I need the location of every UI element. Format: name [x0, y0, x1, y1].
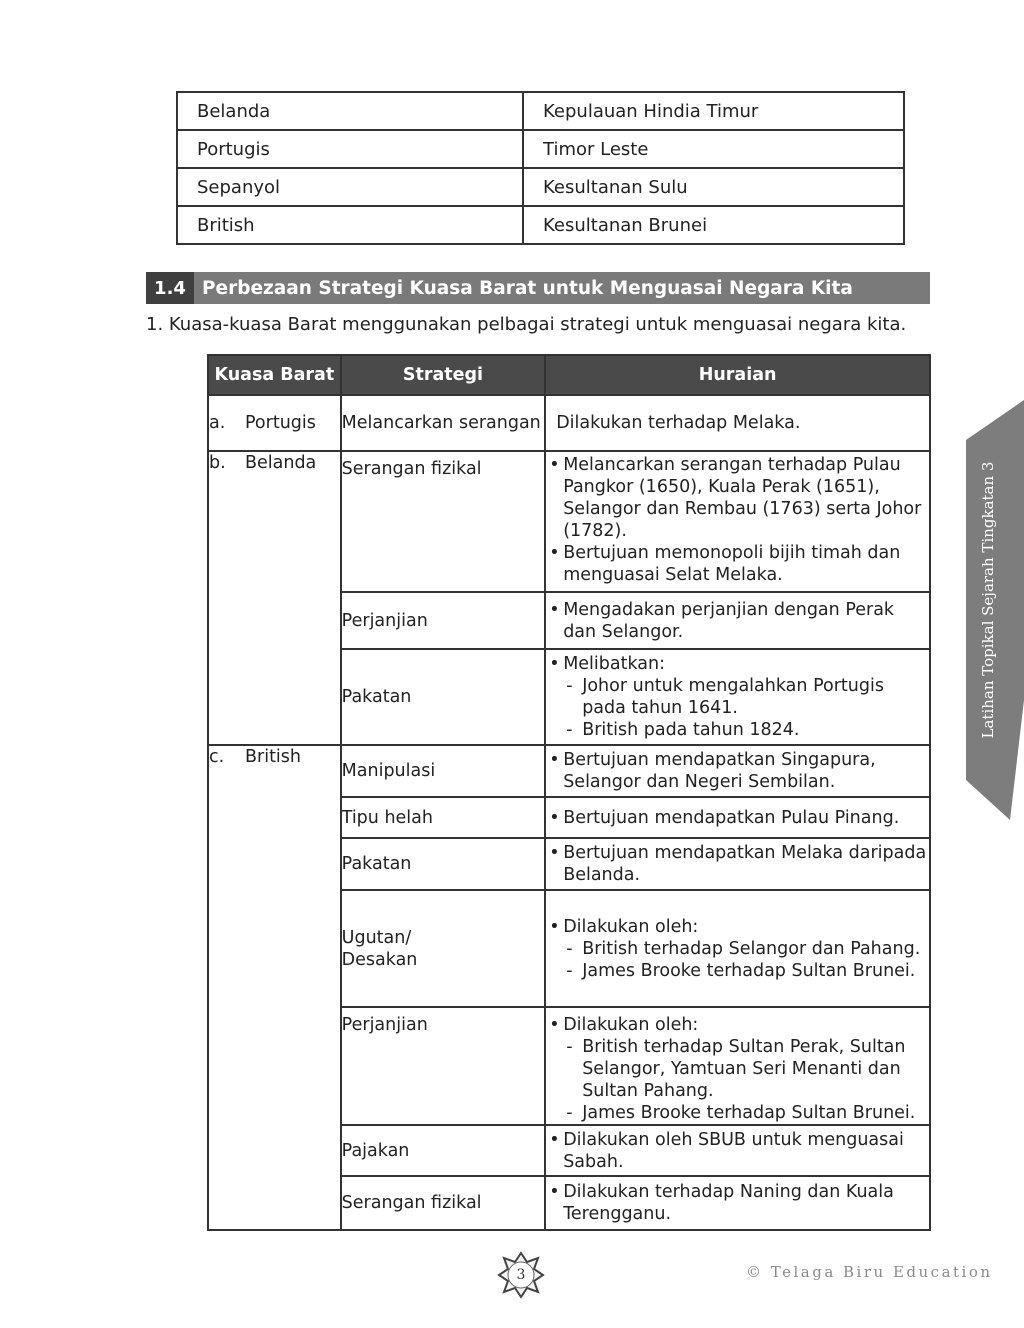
- table-cell: Belanda: [177, 92, 523, 130]
- strategi-cell: Pajakan: [341, 1125, 546, 1176]
- section-number: 1.4: [146, 272, 194, 304]
- kuasa-cell: [208, 745, 341, 1230]
- strategi-cell: [341, 890, 546, 1007]
- table-row: [177, 206, 904, 244]
- table-cell: Portugis: [177, 130, 523, 168]
- bullet-item: • Dilakukan oleh SBUB untuk menguasai Sabah.: [546, 1129, 929, 1173]
- table-cell: Timor Leste: [523, 130, 904, 168]
- section-title: Perbezaan Strategi Kuasa Barat untuk Menguasai Negara Kita: [202, 277, 853, 299]
- strategy-table: [207, 354, 931, 1231]
- kuasa-cell: [208, 395, 341, 451]
- header-huraian: Huraian: [545, 355, 930, 395]
- bullet-item: • Bertujuan mendapatkan Pulau Pinang.: [546, 807, 929, 829]
- strategi-cell: Melancarkan serangan: [341, 395, 546, 451]
- huraian-cell: [545, 592, 930, 649]
- huraian-cell: [545, 838, 930, 890]
- header-kuasa: Kuasa Barat: [208, 355, 341, 395]
- side-tab-label: Latihan Topikal Sejarah Tingkatan 3: [979, 461, 997, 739]
- sub-item: - British terhadap Selangor dan Pahang.: [546, 938, 929, 960]
- table-row: [208, 745, 930, 797]
- strategi-cell: Perjanjian: [341, 592, 546, 649]
- huraian-cell: [545, 1176, 930, 1230]
- table-row: [208, 451, 930, 592]
- page-number: 3: [516, 1267, 526, 1283]
- huraian-cell: [545, 1007, 930, 1125]
- page-number-badge: [496, 1250, 546, 1300]
- table-cell: Kesultanan Brunei: [523, 206, 904, 244]
- table-row: [177, 130, 904, 168]
- sub-item: - Johor untuk mengalahkan Portugis pada tahun 1641.: [546, 675, 929, 719]
- kuasa-letter: b.: [209, 453, 226, 473]
- strategi-cell: Pakatan: [341, 649, 546, 745]
- sub-item: - British pada tahun 1824.: [546, 719, 929, 741]
- strategi-cell: Serangan fizikal: [341, 1176, 546, 1230]
- huraian-cell: [545, 745, 930, 797]
- strategi-cell: Tipu helah: [341, 797, 546, 838]
- sub-item: - James Brooke terhadap Sultan Brunei.: [546, 960, 929, 982]
- intro-text: 1. Kuasa-kuasa Barat menggunakan pelbagai strategi untuk menguasai negara kita.: [146, 314, 907, 335]
- bullet-item: • Melancarkan serangan terhadap Pulau Pangkor (1650), Kuala Perak (1651), Selangor dan Rembau (1763) serta Johor (1782).: [546, 454, 929, 542]
- table-row: [208, 395, 930, 451]
- sub-item: - James Brooke terhadap Sultan Brunei.: [546, 1102, 929, 1124]
- table-cell: Kesultanan Sulu: [523, 168, 904, 206]
- huraian-cell: [545, 395, 930, 451]
- bullet-item: • Bertujuan memonopoli bijih timah dan menguasai Selat Melaka.: [546, 542, 929, 586]
- strategi-text: Ugutan/ Desakan: [341, 927, 418, 970]
- bullet-item: • Dilakukan terhadap Naning dan Kuala Terengganu.: [546, 1181, 929, 1225]
- table-header-row: [208, 355, 930, 395]
- kuasa-name: British: [245, 747, 301, 767]
- kuasa-letter: a.: [209, 413, 226, 433]
- kuasa-name: Portugis: [245, 413, 316, 433]
- table-row: [177, 92, 904, 130]
- strategi-cell: Manipulasi: [341, 745, 546, 797]
- huraian-cell: [545, 451, 930, 592]
- kuasa-letter: c.: [209, 747, 225, 767]
- huraian-text: Dilakukan terhadap Melaka.: [556, 413, 801, 433]
- table-row: [177, 168, 904, 206]
- huraian-cell: [545, 649, 930, 745]
- table-cell: Sepanyol: [177, 168, 523, 206]
- kuasa-cell: [208, 451, 341, 745]
- country-table: [176, 91, 905, 245]
- bullet-item: • Bertujuan mendapatkan Singapura, Selangor dan Negeri Sembilan.: [546, 749, 929, 793]
- table-cell: British: [177, 206, 523, 244]
- strategi-cell: Serangan fizikal: [341, 451, 546, 592]
- bullet-item: • Melibatkan:: [546, 653, 929, 675]
- strategi-cell: Pakatan: [341, 838, 546, 890]
- bullet-item: • Mengadakan perjanjian dengan Perak dan Selangor.: [546, 599, 929, 643]
- bullet-item: • Dilakukan oleh:: [546, 916, 929, 938]
- header-strategi: Strategi: [341, 355, 546, 395]
- bullet-item: • Bertujuan mendapatkan Melaka daripada Belanda.: [546, 842, 929, 886]
- huraian-cell: [545, 1125, 930, 1176]
- huraian-cell: [545, 797, 930, 838]
- bullet-item: • Dilakukan oleh:: [546, 1014, 929, 1036]
- section-header: [146, 272, 930, 304]
- strategi-cell: Perjanjian: [341, 1007, 546, 1125]
- kuasa-name: Belanda: [245, 453, 317, 473]
- footer-copyright: © Telaga Biru Education: [746, 1263, 993, 1281]
- table-cell: Kepulauan Hindia Timur: [523, 92, 904, 130]
- sub-item: - British terhadap Sultan Perak, Sultan Selangor, Yamtuan Seri Menanti dan Sultan Pahang.: [546, 1036, 929, 1102]
- huraian-cell: [545, 890, 930, 1007]
